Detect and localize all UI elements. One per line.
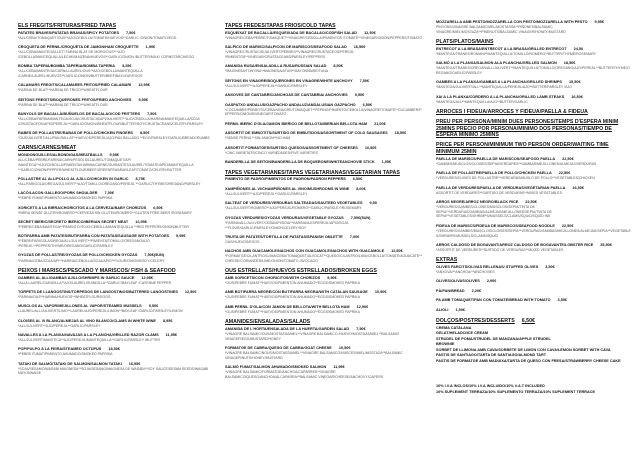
menu-item-allergens: *GAMBES/MUSCLOS/CLOISES/SEPIA/VERDURES**GAMBAS/MEJILLONES/ALMEJAS/VERDURAS [436, 161, 597, 166]
menu-item-name: PIMIENTO DE PADRÓ/PIMIENTOS DE PADRON/PADRON PEPPERS [225, 177, 346, 182]
menu-item-allergens: *FARINA/OUS**HARINA/HUEVOS**WHEATFLOUR/EGGS [18, 295, 111, 300]
menu-item-name: BANDERILLA DE SEITON/BANDERILLA DE BOQUERONE/WHITEANCHOVIE STICK [225, 159, 375, 164]
menu-item-name: ASSORTIT FORMATGES/SURTIDO QUESOS/ASSORTMENT OF CHEESES [225, 145, 358, 150]
menu-item-price: 2,20€ [471, 288, 482, 293]
dessert-item: PASTIS DE FORMATGE AMB MADUIXA/TARTA DE QUESO CON FRESA/STRAWBERRY CHEESE CAKE [436, 358, 621, 363]
menu-item [225, 177, 423, 182]
footer-note: 10% SUPLEMENT TERRAZA/10% SUPLEMENTO TERRAZA/10% SUPLEMENT TERRACE [436, 389, 595, 394]
section-heading [436, 257, 632, 264]
menu-item-allergens: *OUS/PEBRE FUMAT**HUEVOS/PIMENTON AHUMADO**EGGS/SMOKED PAPRIKA [225, 309, 360, 314]
menu-item-name: AMANIDA RUSA/ENSALADILLA RUSA/RUSSIAN SALAD [225, 64, 327, 69]
menu-item-price: 18,50€ [563, 61, 576, 66]
menu-item-price: 3,25€ [122, 64, 132, 69]
dessert-item: STRUDEL DE POMA/STRUDEL DE MANZANA/APPLE STRUDEL [436, 336, 551, 341]
menu-item-price: 12,90€ [356, 304, 369, 309]
dessert-item: SORBET DE LLIMONA AMB CAVA/SORBETE DE LIMON CON CAVA/LEMON SORBET WITH CAVA [436, 347, 611, 352]
menu-item-price: 10,50€ [338, 345, 351, 350]
menu-item-price: 6,50€ [153, 205, 163, 210]
menu-item-price: 7,50€ [125, 30, 136, 35]
menu-item-price: 9,95€ [594, 20, 605, 24]
menu-item-name: PA AMB TOMAQUET/PAN CON TOMATE/BREAD WITH TOMATO [436, 298, 551, 303]
menu-item [18, 319, 214, 329]
menu-item-name: SECRET IBERIC/SECRETO IBERICO/IBERIAN SECRET MEAT [18, 220, 129, 224]
menu-item-name: FORMATGE DE CABRA/QUESO DE CABRA/GOAT CHEESE [225, 345, 332, 350]
menu-item-allergens: *MAIONESA/TONYINA**MAONESA/ATUN**MAYONNAISE/TUNA [225, 69, 329, 74]
menu-item-allergens: *VERDURES/GAMBES/MUSCLOS/CLOISES/SEPIA**VERDURAS/GAMBAS/MEJILLONES/ALMEJAS/SEPIA**VEGETABLES/SHRIMPS/MUSSELS/CLAMS/SQUID [436, 228, 631, 238]
menu-item-allergens: *OUS/PEBRE FUMAT**HUEVOS/PIMENTON AHUMADO**EGGS/SMOKED PAPRIKA [225, 281, 360, 286]
menu-item [18, 98, 214, 108]
menu-item [225, 131, 423, 141]
menu-item-name: LACÓ/LACON GALLEGO/PORK SHOULDER [18, 191, 98, 196]
menu-item-price: 12,50€ [364, 30, 376, 35]
menu-item-name: MUSCLOS AL VAPOR/MEJILLONES AL VAPOR/STEAMED MUSSELS [18, 304, 142, 309]
menu-item-allergens: *FARINA/ALL/JULIVERT/CEBA/API/SOIA**HARINA/AJO/PEREJIL/APIO/SOJA **FLOUR/GARLIC/PARSLEY/ONION/CELERY/SOY [225, 220, 349, 230]
menu-item-price: 12,50€ [391, 249, 403, 254]
menu-item [18, 83, 214, 93]
menu-item-price: 2,90€ [486, 279, 497, 284]
menu-item-allergens: *ANXOVA/**ANCHOA/**ANCHOVIES [436, 270, 495, 274]
menu-item [18, 333, 214, 343]
menu-item [225, 216, 423, 231]
menu-item [18, 45, 214, 60]
menu-item-price: 11,95€ [165, 332, 178, 337]
menu-item-price: 9,95€ [138, 97, 148, 102]
menu-item-price: 16,50€ [353, 45, 366, 50]
menu-item-price: 8,95€ [162, 318, 173, 323]
menu-item-allergens: *FORMATGE/CILANTRO/LLIMA/CEBA/TOMAQUET/ALVOCAT**QUESO/CILANTRO/LIMA/CEBOLLA/TOMATE/AGUACATE**CHEESE/CORIANDER/LIME/ONION/TOMATO /AVOCADO [225, 254, 422, 263]
menu-item-allergens: ALL/CEBA/PEBRE/FARINA/CARN/PESOLS/LLAUREL/TOMAQUET/API /MANTEGA**AJO/CEBOLLA/PIMIENTA/HARINA/CARNE/GUISANTES/LAUREL/TOMATE/APIO/MANTEQUILLA **GARLIC/ONION/PEPPER/WHEATFLOUR/BEEF/GREENPEAS/BAYLEAF/TOMATO/CELERY/BUTTER [18, 158, 194, 172]
menu-item-name: MONDONGUILLES/ALBONDIGAS/MEATBALLS [18, 153, 103, 158]
menu-item-price: 16,50€ [572, 185, 585, 190]
menu-item-allergens: *ALL/JULIVERT/MANTECA**AJO/PEREJIL/MANTEQUILLA**GARLIC/PARSLEY /BUTTER [18, 338, 160, 343]
section-title: TAPES FREDES/TAPAS FRIOS/COLD TAPAS [225, 23, 336, 29]
menu-item-allergens: *ALL/CEBA/MANTEGA/LLET/ FARINA BLAT DE MORO/OUS***AJO /CEBOLLA/MANTEQUILLA/LECHE/MAIZENA/HUEVOS**GARLIC/ONION /BUTTER/MILK/ CORNSTARCH/EGG [18, 50, 195, 59]
menu-item-name: GYOZAS DE POLLASTRE/GYOZAS DE POLLO/CHICKEN GYOZAS [18, 253, 138, 258]
menu-item-allergens: *PEBRE/CEBA/MANTEGA**PIMIENTO ROJO/CEBOLLA/MANTEQUILLA **RED PEPPERS/ONION/BUTTER [18, 225, 189, 230]
menu-item-price: 11,95€ [333, 364, 345, 369]
menu-item-price: 9,50€ [148, 304, 159, 309]
menu-item-price: 8,75€ [135, 176, 145, 181]
menu-item [436, 265, 632, 275]
menu-item [18, 206, 214, 216]
menu-item [436, 157, 632, 167]
menu-item-price: 8,00€ [356, 186, 366, 191]
menu-item-allergens: OUS/HUEVOS/EGGS [225, 239, 260, 244]
dessert-list [436, 326, 632, 365]
menu-item-price: 10,90€ [374, 290, 387, 295]
menu-item [225, 45, 423, 60]
menu-item-allergens: *PEBRE/FARIGOLA/OREGA/ALL/JULIVERT**PIMIENTA/TOMILLO/OREGANO/AJO /PEREJIL**PEPPER/THYME/OREGANO/GARLIC/PARSLEY [18, 239, 150, 249]
menu-item-name: AMB XORICETS/CON CHORICITOS/WITH CHORIZOS [225, 275, 321, 280]
menu-item [436, 20, 632, 35]
menu-item-price: 22,50€ [525, 199, 537, 204]
menu-item-allergens: *FARINA DE BLAT**HARINA DE TRIGO**WHEATFLOUR [18, 88, 108, 93]
menu-item-allergens: PINYONS/VINAGRE BALSAMIC/MEL/MOSTASSA**PIÑONES/BALSAMIC VINAGRE/MIEL/MOSTAZA**PINENUTS/BALSAMIC VINAGER/HONEY/MUSTARD [436, 25, 566, 34]
menu-item-allergens: *FARINA DE BLAT**HARINA DE TRIGO**WHEATFLOUR [18, 102, 108, 107]
menu-item-name: NACHOS AMB GUACAMOLE/NACHOS CON GUACAMOLE/NACHOS WITH GUACAMOLE [225, 249, 385, 254]
menu-item-name: TATAKI DE SALMÓ/TATAKI DE SALMON/SALMON TATAKI [18, 361, 122, 366]
menu-item-price: 35,50€ [600, 242, 612, 247]
menu-item [225, 327, 423, 342]
menu-item-name: PERNIL IBERIC D'GLA/JAMON IBERICO DE BELLOTA/IBERIAN BELLOTA HAM [225, 121, 368, 126]
section-heading [225, 23, 423, 30]
menu-item [18, 64, 214, 79]
section-title: PLATS/PLATOS/MAINS [436, 39, 494, 46]
menu-item-name: SEITONS FREGITS/BOQUERONES FRITOS/FRIED ANCHOVIES [18, 97, 132, 102]
menu-item-allergens: *VINAGRE BALSAMIC/OUS/MOSTASSA/MEL**VINAGRE BALSAMICO /HUEVO/MOSTAZA/MIEL**BALSAMIC VINAGER/EGG/MUSTARD/HONEY [225, 331, 400, 341]
menu-item [225, 64, 423, 74]
menu-item-allergens: *ALL/FARIGOLA/OREGA/JULIVERT**AJO/TOMILLO/OREGANO/PEREJIL **GARLIC/THYME/OREGANO/PARSLEY [18, 182, 201, 187]
menu-item [436, 61, 632, 76]
menu-item-allergens: *ALL/JULIVERT**AJO/PEREJIL**GARLIC/PARSLEY [18, 323, 101, 328]
menu-item [18, 153, 214, 172]
menu-item-name: ALIOLI [436, 308, 449, 313]
section-title: PRICE PER PERSON/MINIMUM TWO PERSON ORDER/WAITING TIME MINIMUM 25MIN [436, 142, 609, 156]
menu-item-price: 8,50€ [333, 64, 343, 69]
menu-item [225, 290, 423, 300]
menu-item-name: AMB BOTIFARRA NEGRE/CON BUTIFARRA NEGRA/WITH CATALAN SAUSAGE [225, 290, 368, 295]
menu-item-allergens: *MANTEGA/TRANES/ROMANI**MANTEQUILLA/TOMILLO/ROMERO**BUTTER/THYME/ROSEMARY [436, 52, 597, 56]
menu-item-price: 6,50€ [362, 102, 373, 107]
menu-item [18, 220, 214, 230]
menu-item-name: FIDEUA DE MARISCS/FIDEUA DE MARISCOS/SEAFOOD NOODLE [436, 223, 555, 228]
section-title: AMANIDES/ENSALADAS/SALADS [225, 318, 311, 325]
menu-item [18, 234, 214, 249]
footer-note: 10% I.V.A INCLOS/10% I.V.A INCLUIDO/10% V.A.T INCLUDED [436, 384, 545, 389]
menu-item-name: OLIVES FARCITS/OLIVAS RELLENAS/ STUFFED OLIVES [436, 264, 539, 269]
menu-item [18, 290, 214, 300]
menu-item-name: TRUITA DE PATATES/TORTILLA DE PATATAS/SPANISH OMLETTE [225, 234, 343, 239]
menu-item-title [436, 298, 632, 303]
menu-item-allergens: *VERDURES/CUIXES DE POLLASTRE**VERDURAS/MUSLO DE POLLO**VEGETABLES/CHICKEN [436, 176, 595, 181]
menu-item [18, 177, 214, 187]
menu-item-price: 7,00€ [104, 191, 115, 196]
section-title: PEIXOS I MARISCS/PESCADO Y MARISCOS/ FISH & SEAFOOD [18, 267, 176, 274]
section-heading [18, 145, 214, 152]
menu-item-name: PAELLA DE POLLASTRE/PAELLA DE POLLO/CHICKEN PAELLA [436, 171, 552, 176]
menu-item-price: 7,50€(5UN) [144, 253, 165, 258]
menu-item-title [436, 308, 632, 313]
menu-item-name: SEITONS EN VINAGRE/BOQUERONES EN VINAGRE/WHITE ANCHOVY [225, 78, 353, 83]
menu-item-name: BOMBA TAPERIA/BOMBA TAPERIA/BOMBA TAPERIA [18, 64, 116, 69]
menu-item-price: 18,50€ [394, 131, 407, 136]
menu-item-allergens: *MANTEGA/TRANES/OREGAN/ALL/JULIVERT**MANTEQUILLA/TOMILLO/OREGANO/AJO/PEREJIL**BUTTER/THYME/OREGANO/GARLIC/PARSLEY [436, 66, 630, 76]
section-heading [225, 170, 423, 177]
dessert-item: GELAT/HELADO/ICE CREAM [436, 331, 489, 336]
menu-item [18, 276, 214, 286]
menu-item [436, 171, 632, 181]
menu-item-price: 12,50€ [184, 289, 197, 294]
menu-item-allergens: *MANTEGA/ALL**MANTEQUILLA/AJO**BUTTER/GARLIC [436, 99, 528, 104]
menu-item-allergens: *OUS/PEBRE FUMAT**HUEVOS/PIMENTON AHUMADO**EGGS/SMOKED PAPRIKA [225, 295, 360, 300]
menu-item-price: 9,50€ [354, 92, 365, 97]
menu-item-name: XORICETS A LA BIRRA/CHORICITOS A LA CERVEZA/BABY CHORIZOS [18, 205, 147, 210]
menu-item-name: CALAMARS FREGITS/CALAMARES FRITOS/FRIED CALAMARI [18, 83, 132, 88]
menu-item-price: 16,95€ [128, 361, 141, 366]
menu-item-price: 7,50€(5UN) [350, 215, 371, 220]
menu-item-name: POLLASTRE AL ALL/POLLO AL AJILLO/CHICKEN IN GARLIC [18, 176, 129, 181]
menu-item-name: ARROS CALDOSO DE BOGAVANT/ARROZ CALDOSO DE BOGAVANTE/LOBSTER RICE [436, 242, 594, 247]
menu-item-name: NAVALLES A LA PLANXA/NAVAJAS A LA PLANCHA/GRILLED RAZOR CLAMS [18, 332, 159, 337]
menu-item-name: AMB PERNIL D'GLA/CON JAMON DE BELLOTA/WITH BELLOTA HAM [225, 304, 350, 309]
menu-item-title [436, 279, 632, 284]
menu-item-allergens: *ALL/CEBA/MANTEGA/CARN/LLAUREL/OUS**AJO/CEBOLLA/MANTEQUILLA /CARNE/LAUREL/HUEVOS**GARLIC/ONION/BUTTER/BEEF/BAYLEAF/EGGS [18, 69, 143, 79]
menu-item-price: 7,00€ [349, 234, 360, 239]
menu-item [436, 47, 632, 57]
menu-item-allergens: *VINAGRE/CEBA/PEBRE/TOMAQUET**VINAGRE/CEBOLLA/PIMIENTOS /TOMATE**VINEGAR/ONION/PEPPERS/TOMATO [225, 35, 423, 40]
menu-column-left [18, 20, 214, 381]
menu-item-price: 21,00€ [374, 121, 386, 126]
menu-item-price: 12,95€ [141, 275, 153, 280]
menu-item-title [436, 289, 632, 294]
menu-item-allergens: *COCUMBRE/PEBROTS/CEBA/VINAGRE/TOMAQUET**PEPINO/PIMIENTO/CEBOLLA/VINAGRE/TOMATE**CUCUMBER/PEPPERS/ONIONS/VINEGAR/TOMATO [225, 107, 422, 117]
menu-item-name: PATATES BRAVES/PATATAS BRAVAS/SPICY POTATOES [18, 30, 119, 35]
menu-item-allergens: *SENSE PERNIL**SIN JAMON**NO HAM [225, 136, 291, 141]
section-heading [225, 319, 423, 326]
menu-item [225, 346, 423, 361]
menu-item-price: 9,90€ [327, 275, 337, 280]
menu-item-allergens: *MANTEGA/JULIVERT/ALL**MANTEQUILLA/PEREJIL/AJO**BUTTER/PARSLEY /AJO [436, 85, 572, 90]
menu-item-name: CROQUETA DE PERNIL/CROQUETA DE JAMON/HAM CROQUETTE [18, 45, 139, 50]
menu-item-allergens: *ALL/CEBA/TOMAQUET/OUS**AJO/CEBOLLA/TOMATE/HUEVOS**GARLIC /ONION/TOMATO/EGG [18, 35, 177, 40]
menu-item-allergens: *ALL/JULIVERT**AJO/PEREJIL**GARLIC/PARSLEY [225, 192, 308, 197]
menu-item [225, 79, 423, 89]
menu-item [18, 253, 214, 263]
menu-item-name: GASPATXO ANDALUS/GAZPACHO ANDALUZ/ANDALUSIAN GAZPACHO [225, 102, 356, 107]
section-title: OUS ESTRELLATS/HUEVOS ESTRELLADOS/BROKEN EGGS [225, 268, 377, 275]
menu-item [225, 122, 423, 127]
menu-item [225, 365, 423, 380]
menu-item-allergens: *SOJA/SESAMO/WASABI MAIONESA**SOJA/SESAMO/MAONESA DE WASABI**SOY SAUCE/SESAM SEEDS/WASABI MAYONNAISE [18, 366, 209, 376]
menu-item [18, 362, 214, 377]
menu-item [225, 160, 423, 165]
section-heading [436, 119, 632, 139]
menu-item [436, 95, 632, 105]
menu-item-name: SALTEAT DE VERDURES/VERDURAS SALTEADAS/SAUTEED VEGETABLES [225, 201, 363, 206]
menu-item-price: 18,50€ [108, 347, 120, 352]
menu-item [18, 131, 214, 141]
menu-item-name: TORPETS DE LLANGOSTINS/TORPEDOS DE LANGOSTINOS/BATTERED LANGOSTINES [18, 289, 178, 294]
menu-item-price: 1,50€ [455, 308, 465, 313]
menu-item-price: 12,95€ [138, 83, 150, 88]
menu-item [225, 187, 423, 197]
menu-item [225, 235, 423, 245]
menu-item-name: GYOZAS VERDURES/GYOZAS VERDURAS/VEGETABLE GYOZAS [225, 215, 344, 220]
section-heading [436, 39, 632, 46]
menu-item-price: 7,50€ [359, 78, 370, 83]
menu-item [436, 80, 632, 90]
menu-item-allergens: *ALL/CEBA/FARINA/MANTEGA/SOJA/CRUSTACIS/API/JULIVERT**AJO/CEBOLLA/HARINA/MANTEQUILLA/SOJA /CRUSTACEOS/APIO/PEREJIL**GARLIC/ONION/WHEATFLOUR/BUTTER/SOY/CRUSTACEANS/CELERY/PARSLEY [18, 117, 204, 126]
menu-item [225, 93, 423, 98]
menu-item-allergens: *VINAGRE BALSAMIC/NOUS/MOSTASSA/MEL**VINAGRE BALSAMICO/NUECES/MIEL/MOSTAZA**BALSAMIC VINAGER/NUTS/HONEY/MUSTARD [225, 350, 403, 360]
menu-item [225, 249, 423, 264]
menu-item-name: PÀ/PAN/BREAD [436, 288, 465, 293]
menu-item-name: ANXOVES DE CANTABRIC/ANCHOAS DE CANTABRIA/ ANCHOVIES [225, 92, 348, 97]
menu-item-title [225, 122, 423, 127]
menu-item-name: AMANIDA DE L'HORTA/ENSALADA DE LA HUERTA/GARDEN SALAD [225, 326, 350, 331]
menu-item-allergens: *OUS/JULIVERT/ALL/PAN RALLAT**HUEVOS/PEREJIL/AJO/PAN RALLADO **EGG/PARSLEY/GARLIC/BREADCRUMBS [18, 136, 210, 141]
section-heading [18, 268, 214, 275]
menu-item-name: PAELLA DE MARISCS/PAELLA DE MARISCOS/SEAFOOD PAELLA [436, 156, 556, 161]
menu-footer [436, 384, 632, 395]
menu-item-price: 10,50€ [364, 145, 377, 150]
dessert-item: BROWNIE [436, 342, 455, 347]
menu-item-allergens: *BIRRA SENSE GLUTEN/ROMERO**CERVEZA SIN GLUTEN/ROMERO**GLUTEN FREE BEER /ROSEMARY [18, 210, 192, 215]
menu-item [225, 31, 423, 41]
menu-item-name: ESQUEIXAT DE BACALLÀ/ESQUEIXADA DE BACALAO/CODFISH SALAD [225, 30, 358, 35]
menu-item [436, 298, 632, 303]
menu-item-allergens: LLAUREL/ALL/JULIVERT/LIMO**LAUREL/AJO/PEREJIL/LIMON**BAYLEAF /GARLIC/PARSLEY/LEMON [18, 309, 183, 314]
section-title: TAPES VEGETARIANES/TAPAS VEGETARIANAS/VEGETARIAN TAPAS [225, 169, 400, 176]
menu-item [18, 112, 214, 127]
menu-item-allergens: *ALL/LLAUREL/GUINDILLA**AJO/LAUREL/GUINDILLA**GARLIC/BAYLEAF /CAYENNE PEPPER [18, 280, 172, 285]
menu-item-price: 9,50 [369, 201, 377, 206]
menu-item-price: 6,50€ [352, 177, 363, 182]
menu-item-name: ENTRECOT A LA BRASA/ENTRECOT A LA BRASA/GRILLED ENTRECOT [436, 46, 567, 51]
menu-item-price: 22,50€ [562, 156, 574, 161]
menu-item-allergens: *ALL/JULIVERT**AJO/PEREJIL**GARLIC/PARSLEY [225, 83, 308, 88]
section-title: DOLÇOS/POSTRES/DESSERTS [436, 317, 515, 324]
menu-item-name: POP/PULPO A LA FEIRA/STEAMED OCTUPUS [18, 347, 102, 352]
menu-item-name: ASSORTIT DE EMBOTITS/SURTIDO DE EMBUTIDOS/ASSORTMENT OF COLD SAUSAGES [225, 131, 388, 136]
menu-item-name: GAMBES AL ALL/GAMBAS AJILLO/SHRIMPS IN GARLIC SAUCE [18, 275, 135, 280]
section-title: PREU PER PERSONA/MINIM DUES PERSONES/TEMPS D'ESPERA MINIM 25MINS PRECIO POR PERSONA/MINIMO DOS PERSONAS/TIEMPO DE ESPERA MINIMO 25MINS [436, 118, 619, 139]
menu-item-name: SALMÓ A LA PLANXA/SALMON ALA PLANCHA/GRILLED SALMON [436, 61, 557, 66]
menu-item-price: 22,50€ [561, 223, 574, 228]
menu-item-title [225, 177, 423, 182]
menu-item-name: CLOISES AL VI BLANC/ALMEJAS AL VINO BLANCO/CLAMS IN WHITE WINE [18, 318, 156, 323]
menu-item-name: XAMPIÑONES AL VI/CHAMPIÑONES AL VINO/MUSHROOMS IN WINE [225, 186, 350, 191]
menu-item-name: MOZZARELLA AMB PESTO/MOZZARELLA CON PESTO/MOZZARELLA WITH PESTO [436, 20, 588, 24]
menu-item-price: 12,95€ [135, 220, 147, 224]
menu-item [436, 279, 632, 284]
menu-column-middle [225, 20, 423, 384]
menu-item-name: OLIVES/OLIVAS/OLIVES [436, 279, 480, 284]
menu-item-allergens: *ASSORTIT DE VERDURES**SURTIDO DE VERDURAS**MIXED VEGETABLES [436, 247, 564, 252]
menu-item-price: 3,50€ [557, 298, 568, 303]
menu-item-price: 15,50€ [568, 80, 581, 85]
menu-item [436, 186, 632, 196]
menu-item-allergens: *ALL/JULIVERT/ROMERO**AJO/PEREJIL/ROMERO**GARLIC/PARSLEY/ROSEMARY [225, 206, 362, 211]
menu-column-right [436, 20, 632, 395]
section-title: ELS FREGITS/FRITURAS/FRIED TAPAS [18, 23, 117, 29]
menu-item-allergens: *VINAGRE/CRUSTACIS/JULIVERT/PEBRES**VINAGRE/CRUSTACEOS/PEREJIL /PIMIENTOS**VINEGAR/CRUSTACEANS/PARSLEY/PEPPERS [225, 50, 355, 59]
menu-item [225, 276, 423, 286]
menu-item-price: 8,50€ [139, 131, 150, 136]
menu-item-allergens: *VERDURES/GAMBES/CLOISES/MUSCLOS/SEPIA/TINTA DE SEPIA**VERDURAS/GAMBAS/ALMEJAS/MEJILLONES/SEPIA/TINTA DE SEPIA**VEGETABLES/SHRIMPS/MUSSELS/CLAMS/SQUID/SQUID INK [436, 205, 552, 219]
menu-item [18, 191, 214, 201]
menu-item-title [225, 160, 423, 165]
menu-item-name: SALMÓ FUMAT/SALMON AHUMADO/SMOKED SALMON [225, 364, 327, 369]
section-title: EXTRAS [436, 257, 458, 264]
section-heading [436, 142, 632, 156]
menu-item-price: 16,50€ [571, 94, 583, 99]
menu-item [436, 308, 632, 313]
dessert-item: PASTIS DE SANTIAGO/TARTA DE SANTIAGO/ALMOND TART [436, 353, 547, 358]
menu-item-price: 7,50€ [147, 111, 157, 116]
menu-item-name: PAELLA DE VERDURES/PAELLA DE VERDURAS/VEGETARIAN PAELLA [436, 185, 566, 190]
menu-item-price: 9,95€ [109, 153, 120, 158]
menu-item-name: RABES DE POLLASTRE/RABAS DE POLLO/CHICKEN FINGERS [18, 131, 133, 136]
menu-item-name: XAI A LA PLANXA/CORDERO A LA PLANCHA/GRILLED LAMB STEAKS [436, 94, 565, 99]
menu-item-allergens: *VINAGRE BALSAMIC/FORMATGE/ANCHOA/CAPARRES**VINAGRE BALSAMICO/QUESO/ANCHOA/ALCAPARRA**BALSAMIC VINEGAR/CHEESE/ANCHOVY/CAPERS [225, 370, 384, 379]
menu-item-allergens: *CINC VARIETATS/CINCO VARIEDADES/FIVE VARIETIES [225, 150, 318, 155]
menu-item [436, 224, 632, 239]
menu-item-allergens: ASSORTIT DE VERDURES**SURTIDO DE VERDURAS**MIXED VEGETABLES [436, 190, 562, 195]
menu-item-price: 1,90€ [145, 45, 156, 50]
menu-item [18, 304, 214, 314]
section-price: 6,50€ [521, 317, 535, 324]
menu-item-name: BUNYOLS DE BACALLÀ/BUÑUELOS DE BACALAO/COD FRITTERS [18, 111, 141, 116]
section-heading [18, 23, 214, 30]
menu-item-allergens: *FARINA/CEBA/SOJA/API**HARINA/CEBOLLA/SOJA/APIO**FLOUR/ONIONS/SOY/CELERY [18, 258, 165, 263]
menu-item [18, 347, 214, 357]
section-heading [436, 109, 632, 116]
menu-item [436, 200, 632, 219]
menu-item-title [225, 93, 423, 98]
menu-item-price: 3,50€ [545, 264, 555, 269]
menu-item-price: 7,50€ [356, 326, 366, 331]
menu-item-name: SALPICO DE MARISC/SALPICON DE MARISCOS/SEAFOOD SALAD [225, 45, 347, 50]
menu-item [225, 305, 423, 315]
menu-item [225, 103, 423, 118]
section-title: ARROCES I FIDEUA/ARROCES Y FIDEUA/PAELLA & FIDEUA [436, 108, 588, 115]
menu-item-price: 1,95€ [381, 159, 392, 164]
menu-item-price: 9,95€ [176, 234, 186, 239]
menu-item [225, 146, 423, 156]
menu-item [436, 243, 632, 253]
section-heading [436, 318, 632, 325]
menu-item-price: 22,50€ [558, 171, 571, 176]
menu-item-price: 24,50 [573, 46, 584, 51]
menu-item [18, 31, 214, 41]
menu-item-name: GAMBES A LA PLANXA/GAMBAS A LA PLANCHA/GRILLED SHRIMPS [436, 80, 562, 85]
section-title: CARNS/CARNES/MEAT [18, 145, 77, 152]
menu-item [225, 201, 423, 211]
menu-item-allergens: *PEBRE FUMAT/PIMIENTO AHUMADO/SMOKED PAPRIKA [18, 196, 113, 201]
dessert-item: CREMA CATALANA [436, 325, 472, 330]
section-heading [225, 268, 423, 275]
menu-item [436, 289, 632, 294]
menu-item-allergens: *PEBRE FUMAT/PIMIENTO AHUMADO/SMOKED PAPRIKA [18, 352, 113, 357]
menu-item-name: ARROS NEGRE/ARROZ NEGRO/BLACK RICE [436, 199, 519, 204]
menu-item-name: BOTIFARRA AMB PATATES/BUTIFARRA CON PATATAS/SAUSAGE WITH POTATOES [18, 234, 170, 239]
